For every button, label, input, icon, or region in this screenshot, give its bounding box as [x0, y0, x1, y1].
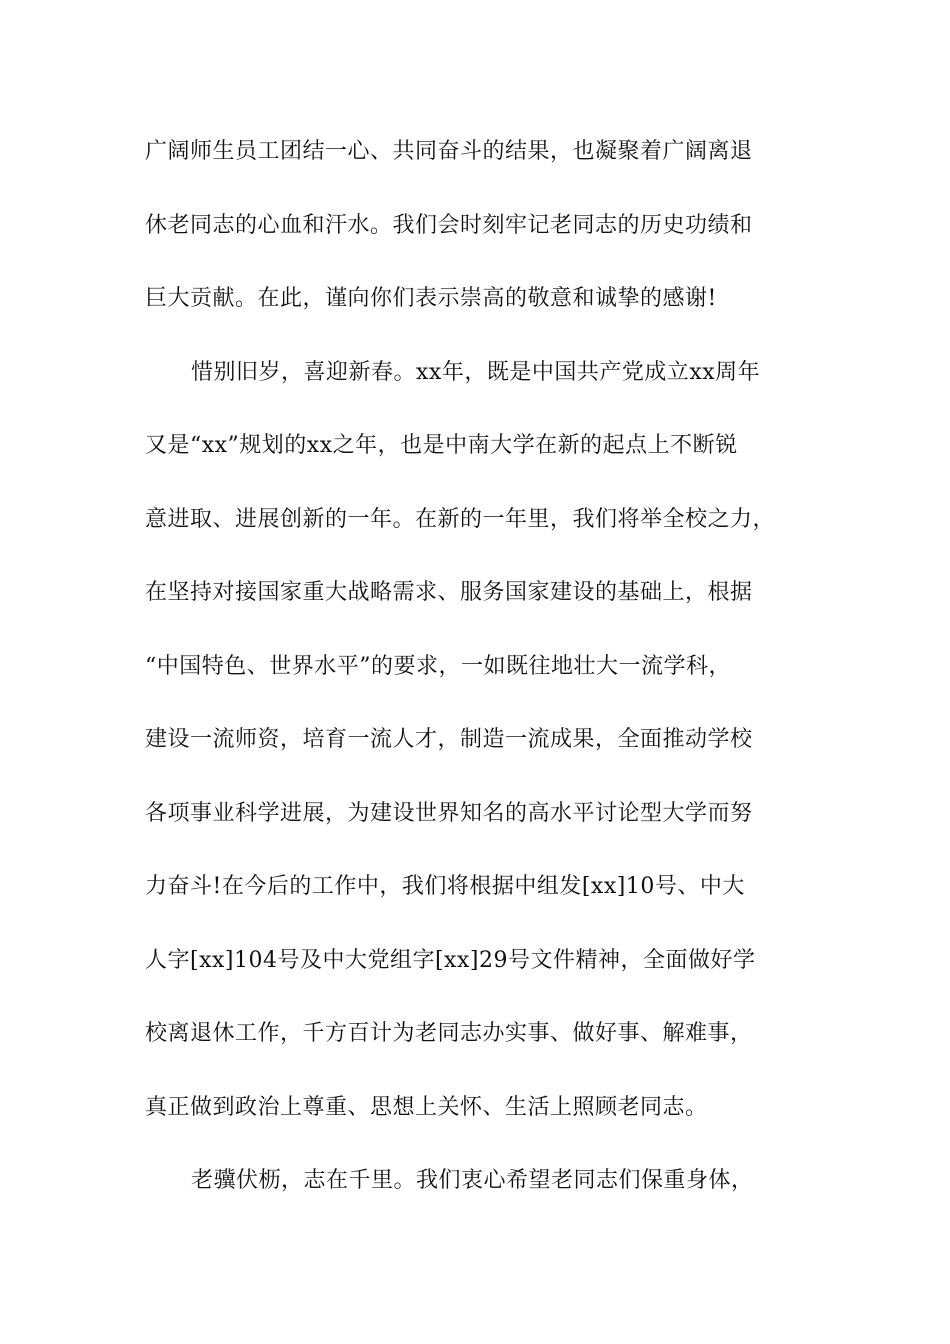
paragraph-start-line: 老骥伏枥，志在千里。我们衷心希望老同志们保重身体， [191, 1168, 754, 1193]
text-line: 休老同志的心血和汗水。我们会时刻牢记老同志的历史功绩和 [145, 212, 753, 238]
text-line: 真正做到政治上尊重、思想上关怀、生活上照顾老同志。 [145, 1094, 708, 1120]
text-line: 广阔师生员工团结一心、共同奋斗的结果，也凝聚着广阔离退 [145, 139, 753, 164]
text-line: 人字[xx]104号及中大党组字[xx]29号文件精神，全面做好学 [145, 947, 756, 973]
document-body [145, 128, 845, 1231]
paragraph-start-line: 惜别旧岁，喜迎新春。xx年，既是中国共产党成立xx周年 [191, 359, 761, 385]
text-line: 巨大贡献。在此，谨向你们表示崇高的敬意和诚挚的感谢! [145, 286, 717, 311]
text-line: 建设一流师资，培育一流人才，制造一流成果，全面推动学校 [145, 727, 753, 752]
text-line: 各项事业科学进展，为建设世界知名的高水平讨论型大学而努 [145, 800, 753, 826]
text-line: 又是“xx”规划的xx之年，也是中南大学在新的起点上不断锐 [145, 433, 738, 458]
text-line: 力奋斗!在今后的工作中，我们将根据中组发[xx]10号、中大 [145, 874, 745, 899]
text-line: 校离退休工作，千方百计为老同志办实事、做好事、解难事， [145, 1021, 753, 1046]
text-line: 意进取、进展创新的一年。在新的一年里，我们将举全校之力， [145, 506, 776, 532]
text-line: 在坚持对接国家重大战略需求、服务国家建设的基础上，根据 [145, 580, 753, 605]
text-line: “中国特色、世界水平”的要求，一如既往地壮大一流学科， [145, 653, 731, 679]
